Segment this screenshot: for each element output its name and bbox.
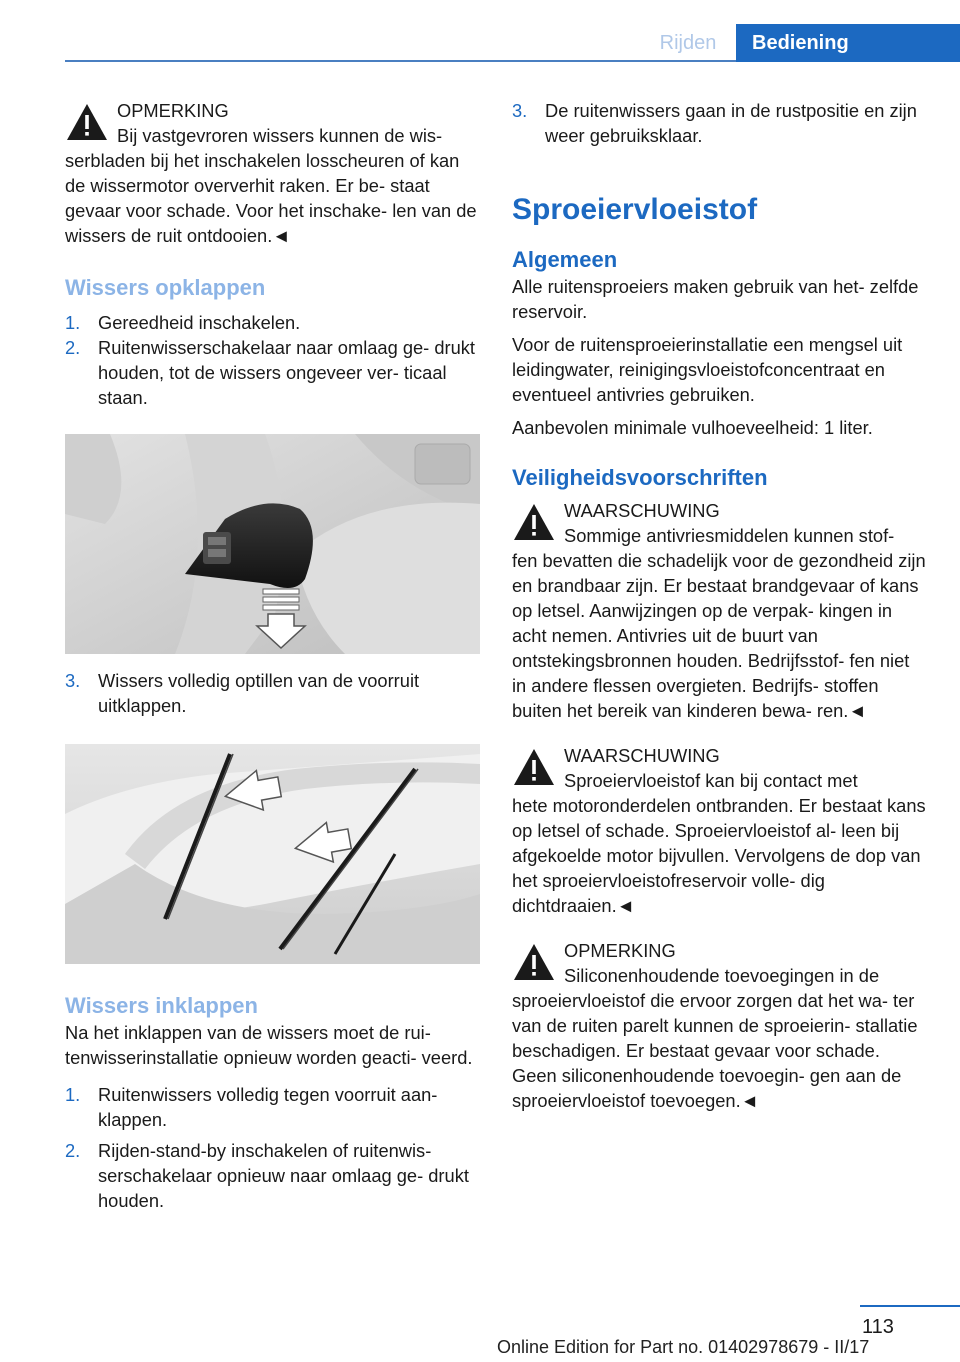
- warning-text-first: Sommige antivriesmiddelen kunnen stof-: [564, 525, 895, 546]
- paragraph-reservoir: Alle ruitensproeiers maken gebruik van het- zelfde reservoir.: [512, 276, 919, 322]
- inklappen-intro: Na het inklappen van de wissers moet de rui- tenwisserinstallatie opnieuw worden geacti- veerd.: [65, 1022, 473, 1068]
- warning-heading: WAARSCHUWING: [564, 500, 720, 521]
- notice-heading: OPMERKING: [564, 940, 676, 961]
- list-item: 3. Wissers volledig optillen van de voorruit uitklappen.: [65, 670, 420, 716]
- edition-note: Online Edition for Part no. 01402978679 - II/17: [497, 1337, 870, 1357]
- page-number: 113: [862, 1316, 894, 1338]
- wiper-switch-illustration: [65, 434, 480, 654]
- list-item: 2. Rijden-stand-by inschakelen of ruitenwis- serschakelaar opnieuw naar omlaag ge- drukt houden.: [65, 1140, 469, 1211]
- heading-wissers-inklappen: Wissers inklappen: [65, 993, 258, 1018]
- right-column: [512, 98, 927, 1113]
- steps-opklappen: [65, 310, 480, 410]
- wipers-raised-illustration: [65, 744, 480, 964]
- figure-wiper-switch: [65, 434, 480, 654]
- list-item: 2. Ruitenwisserschakelaar naar omlaag ge- drukt houden, tot de wissers ongeveer ver- ticaal staan.: [65, 337, 475, 408]
- list-item: 1. Gereedheid inschakelen.: [65, 312, 301, 333]
- steps-inklappen: [65, 1082, 480, 1213]
- notice-frozen-wipers: [65, 98, 480, 248]
- tab-rijden[interactable]: Rijden: [659, 31, 717, 54]
- warning-heading: WAARSCHUWING: [564, 745, 720, 766]
- heading-sproeiervloeistof: Sproeiervloeistof: [512, 193, 758, 226]
- warning-antifreeze: [512, 498, 927, 723]
- notice-heading: OPMERKING: [117, 100, 229, 121]
- left-column: [65, 98, 480, 1213]
- paragraph-vulhoeveelheid: Aanbevolen minimale vulhoeveelheid: 1 liter.: [512, 417, 873, 438]
- notice-text-first: Bij vastgevroren wissers kunnen de wis-: [117, 125, 443, 146]
- steps-opklappen-3: [65, 668, 480, 718]
- warning-text: hete motoronderdelen ontbranden. Er bestaat kans op letsel of schade. Sproeiervloeistof al- leen bij afgekoelde motor bijvullen. Vervolgens de dop van het sproeiervloeistofreservoir volle- dig dichtdraaien.◄: [512, 795, 926, 916]
- paragraph-mengsel: Voor de ruitensproeierinstallatie een mengsel uit leidingwater, reinigingsvloeistofconcentraat en eventueel antivries gebruiken.: [512, 334, 903, 405]
- tab-bediening[interactable]: Bediening: [736, 24, 960, 62]
- warning-triangle-icon: [65, 102, 109, 142]
- footer-rule: [860, 1305, 960, 1307]
- steps-opklappen-continued: [512, 98, 927, 148]
- warning-triangle-icon: [512, 502, 556, 542]
- heading-algemeen: Algemeen: [512, 247, 618, 272]
- warning-triangle-icon: [512, 942, 556, 982]
- notice-text: serbladen bij het inschakelen losscheuren of kan de wissermotor oververhit raken. Er be- staat gevaar voor schade. Voor het inschake- len van de wissers de ruit ontdooien.◄: [65, 150, 477, 246]
- warning-triangle-icon: [512, 747, 556, 787]
- list-item: 3. De ruitenwissers gaan in de rustpositie en zijn weer gebruiksklaar.: [512, 100, 917, 146]
- notice-text: sproeiervloeistof die ervoor zorgen dat het wa- ter van de ruiten parelt kunnen de sproeierin- stallatie beschadigen. Er bestaat gevaar voor schade. Geen siliconenhoudende toevoegin- gen aan de sproeiervloeistof toevoegen.◄: [512, 990, 918, 1111]
- heading-wissers-opklappen: Wissers opklappen: [65, 275, 266, 300]
- warning-text-first: Sproeiervloeistof kan bij contact met: [564, 770, 858, 791]
- warning-text: fen bevatten die schadelijk voor de gezondheid zijn en brandbaar zijn. Er bestaat brandgevaar of kans op letsel. Aanwijzingen op de verpak- kingen in acht nemen. Antivries uit de buurt van ontstekingsbronnen houden. Bedrijfsstof- fen niet in andere flessen overgieten. Bedrijfs- stoffen buiten het bereik van kinderen bewa- ren.◄: [512, 550, 926, 721]
- list-item: 1. Ruitenwissers volledig tegen voorruit aan- klappen.: [65, 1084, 438, 1130]
- warning-fluid-ignition: [512, 743, 927, 918]
- notice-silicone: [512, 938, 927, 1113]
- figure-wipers-raised: [65, 744, 480, 964]
- heading-veiligheidsvoorschriften: Veiligheidsvoorschriften: [512, 465, 768, 490]
- notice-text-first: Siliconenhoudende toevoegingen in de: [564, 965, 880, 986]
